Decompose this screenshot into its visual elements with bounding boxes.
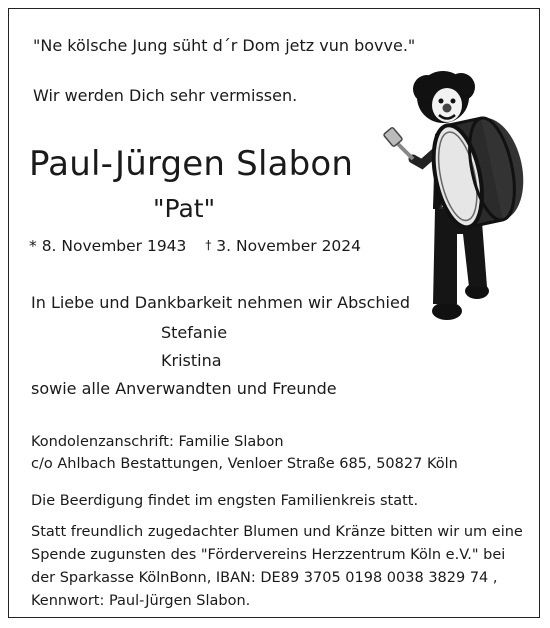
death-date: 3. November 2024	[216, 237, 362, 255]
condolence-address: Kondolenzanschrift: Familie Slabon	[31, 434, 284, 450]
mourner-name: Stefanie	[161, 323, 228, 342]
donation-line: Spende zugunsten des "Fördervereins Herzzentrum Köln e.V." bei	[31, 547, 506, 563]
farewell-line: Wir werden Dich sehr vermissen.	[33, 86, 298, 105]
donation-line: Kennwort: Paul-Jürgen Slabon.	[31, 593, 251, 609]
clown-drummer-illustration	[377, 59, 537, 329]
thanks-line: In Liebe und Dankbarkeit nehmen wir Abschied	[31, 293, 410, 312]
nickname: "Pat"	[153, 194, 216, 223]
deceased-name: Paul-Jürgen Slabon	[29, 144, 354, 184]
funeral-note: Die Beerdigung findet im engsten Familienkreis statt.	[31, 493, 419, 509]
birth-symbol: *	[29, 237, 37, 255]
life-dates	[29, 237, 361, 255]
dialect-quote: "Ne kölsche Jung süht d´r Dom jetz vun bovve."	[33, 36, 416, 55]
donation-line: der Sparkasse KölnBonn, IBAN: DE89 3705 0198 0038 3829 74 ,	[31, 570, 498, 586]
donation-line: Statt freundlich zugedachter Blumen und Kränze bitten wir um eine	[31, 524, 523, 540]
birth-date: 8. November 1943	[41, 237, 187, 255]
relatives-line: sowie alle Anverwandten und Freunde	[31, 379, 337, 398]
funeral-home-address: c/o Ahlbach Bestattungen, Venloer Straße 685, 50827 Köln	[31, 456, 458, 472]
mourner-name: Kristina	[161, 351, 222, 370]
obituary-card	[8, 8, 540, 618]
cross-icon: †	[205, 238, 212, 252]
